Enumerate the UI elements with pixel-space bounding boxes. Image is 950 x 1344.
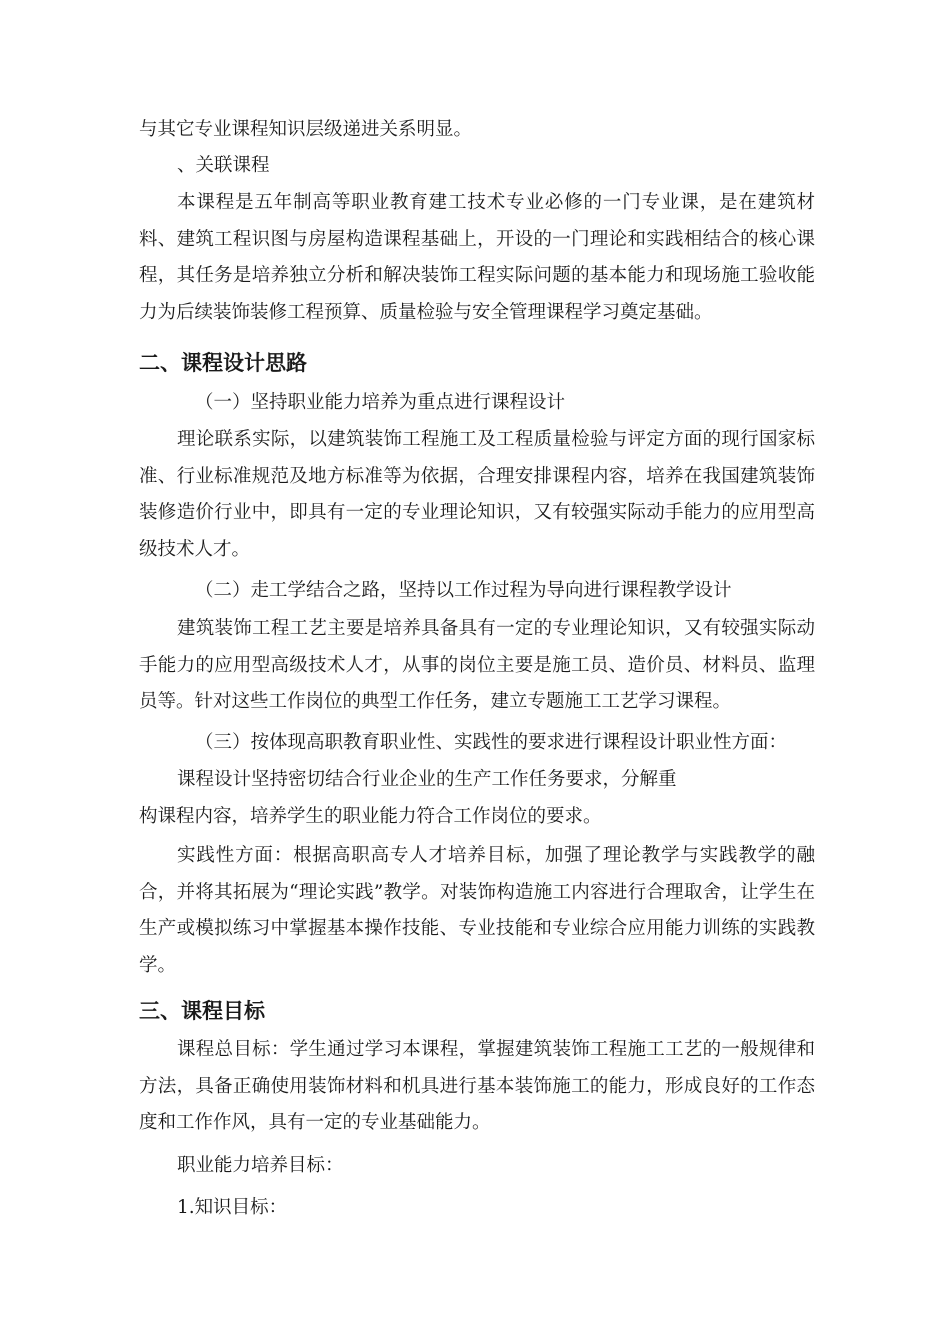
subheading-related-courses: 、关联课程 (177, 155, 270, 176)
paragraph-design-1: 理论联系实际，以建筑装饰工程施工及工程质量检验与评定方面的现行国家标准、行业标准规范及地方标准等为依据，合理安排课程内容，培养在我国建筑装饰装修造价行业中，即具有一定的专业理论知识，又有较强实际动手能力的应用型高级技术人才。 (139, 429, 815, 560)
subheading-design-1: （一）坚持职业能力培养为重点进行课程设计 (195, 392, 566, 413)
paragraph-design-2: 建筑装饰工程工艺主要是培养具备具有一定的专业理论知识，又有较强实际动手能力的应用型高级技术人才，从事的岗位主要是施工员、造价员、材料员、监理员等。针对这些工作岗位的典型工作任务，建立专题施工工艺学习课程。 (139, 618, 815, 712)
section-heading-design-approach: 二、课程设计思路 (139, 351, 307, 375)
subheading-design-2: （二）走工学结合之路，坚持以工作过程为导向进行课程教学设计 (195, 580, 732, 601)
paragraph-practical: 实践性方面：根据高职高专人才培养目标，加强了理论教学与实践教学的融合，并将其拓展为“理论实践”教学。对装饰构造施工内容进行合理取舍，让学生在生产或模拟练习中掌握基本操作技能、专业技能和专业综合应用能力训练的实践教学。 (139, 845, 815, 976)
paragraph-course-description: 本课程是五年制高等职业教育建工技术专业必修的一门专业课，是在建筑材料、建筑工程识图与房屋构造课程基础上，开设的一门理论和实践相结合的核心课程，其任务是培养独立分析和解决装饰工程实际问题的基本能力和现场施工验收能力为后续装饰装修工程预算、质量检验与安全管理课程学习奠定基础。 (139, 192, 815, 323)
paragraph-intro-tail: 与其它专业课程知识层级递进关系明显。 (139, 119, 473, 140)
paragraph-overall-goal: 课程总目标：学生通过学习本课程，掌握建筑装饰工程施工工艺的一般规律和方法，具备正确使用装饰材料和机具进行基本装饰施工的能力，形成良好的工作态度和工作作风，具有一定的专业基础能力。 (139, 1039, 815, 1133)
paragraph-knowledge-goal-label: 1.知识目标： (177, 1197, 288, 1218)
paragraph-ability-goal-label: 职业能力培养目标： (177, 1155, 344, 1176)
paragraph-vocational-line1: 课程设计坚持密切结合行业企业的生产工作任务要求，分解重 (177, 769, 677, 790)
section-heading-course-goals: 三、课程目标 (139, 999, 265, 1023)
subheading-design-3: （三）按体现高职教育职业性、实践性的要求进行课程设计职业性方面： (195, 732, 788, 753)
paragraph-vocational-line2: 构课程内容，培养学生的职业能力符合工作岗位的要求。 (139, 806, 602, 827)
